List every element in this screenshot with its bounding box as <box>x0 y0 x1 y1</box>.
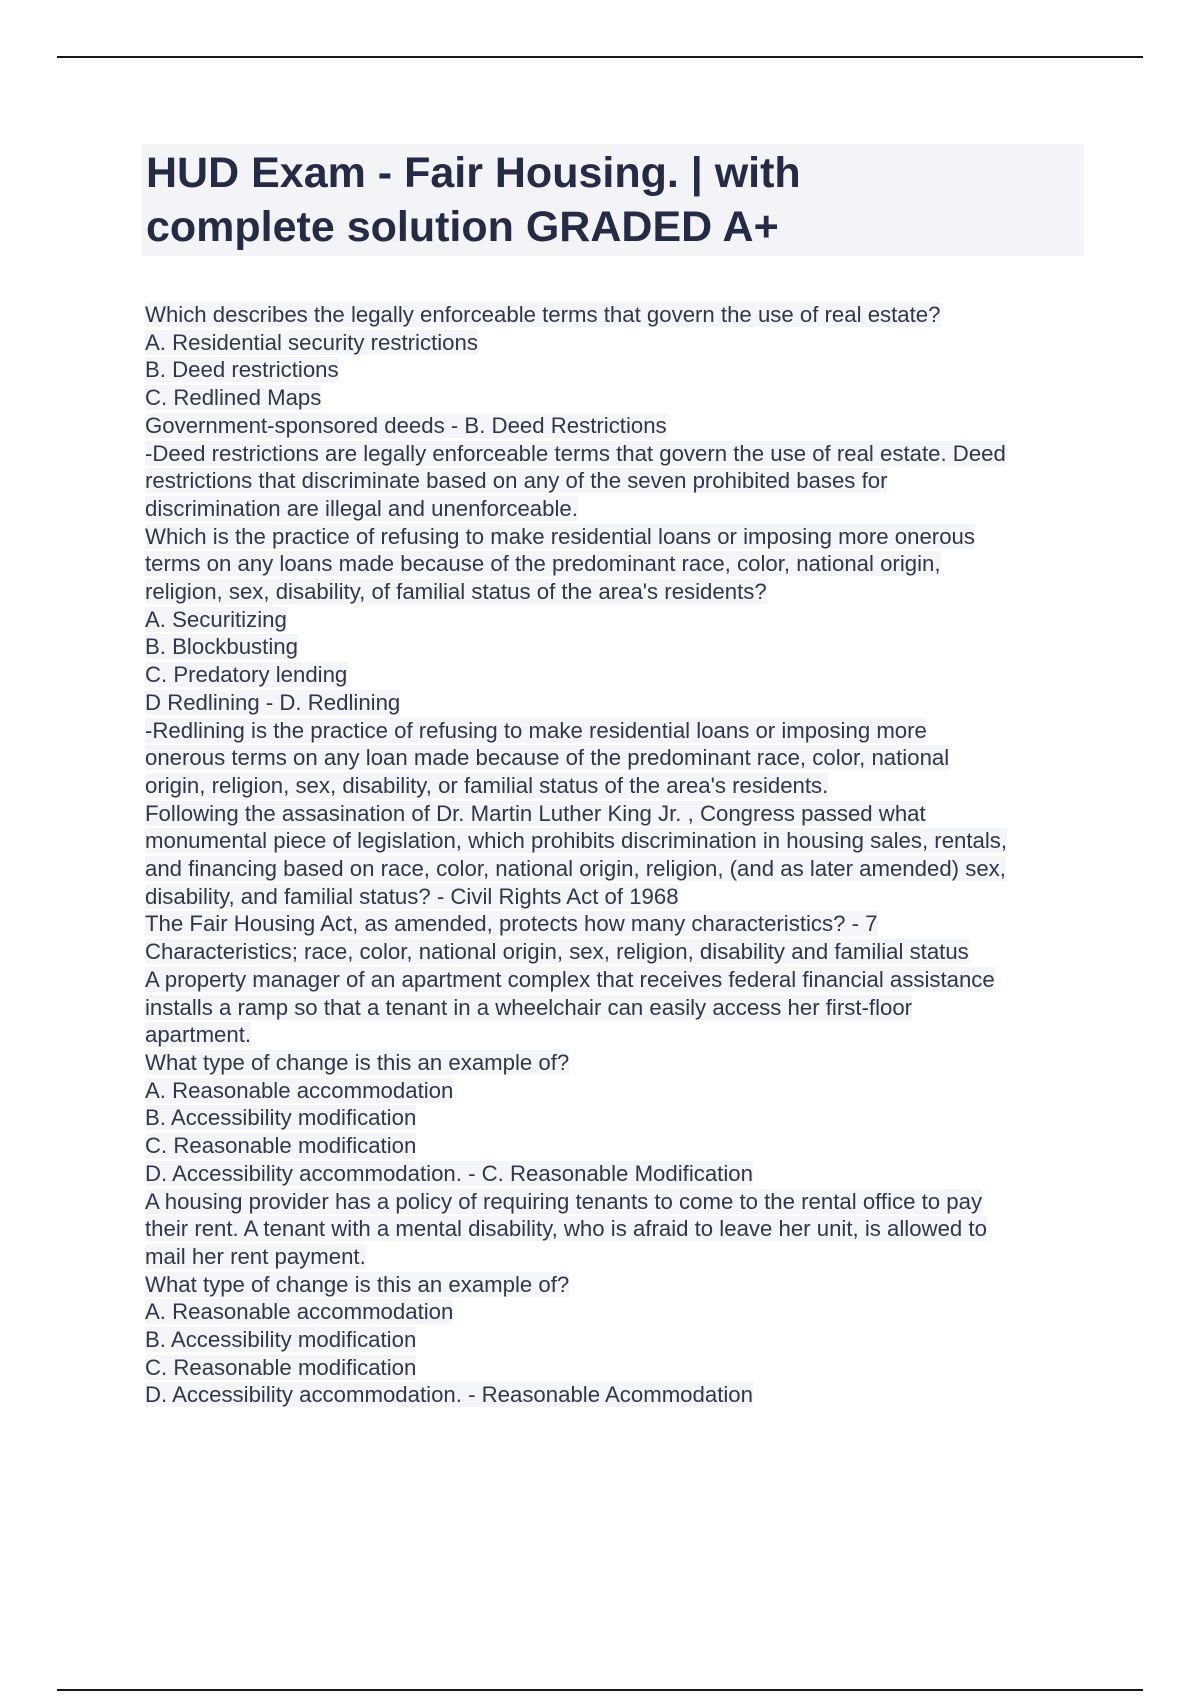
text-line-content: Government-sponsored deeds - B. Deed Restrictions <box>145 412 667 438</box>
text-line-content: monumental piece of legislation, which prohibits discrimination in housing sales, rentals, <box>145 828 1008 854</box>
text-line-content: A property manager of an apartment complex that receives federal financial assistance <box>145 966 995 992</box>
text-line-content: discrimination are illegal and unenforceable. <box>145 495 578 521</box>
text-line-content: C. Redlined Maps <box>145 385 322 411</box>
text-line <box>145 467 1090 495</box>
text-line-content: restrictions that discriminate based on any of the seven prohibited bases for <box>145 468 888 494</box>
title-line: HUD Exam - Fair Housing. | with <box>146 149 801 197</box>
text-line <box>145 1298 1090 1326</box>
text-line-content: A. Reasonable accommodation <box>145 1299 454 1325</box>
text-line <box>145 689 1090 717</box>
text-line-content: A. Reasonable accommodation <box>145 1077 454 1103</box>
text-line-content: B. Accessibility modification <box>145 1327 417 1353</box>
text-line <box>145 938 1090 966</box>
text-line <box>145 772 1090 800</box>
text-line <box>145 1021 1090 1049</box>
text-line <box>145 550 1090 578</box>
text-line <box>145 800 1090 828</box>
header-rule <box>57 56 1143 58</box>
text-line <box>145 966 1090 994</box>
text-line <box>145 744 1090 772</box>
text-line-content: Characteristics; race, color, national origin, sex, religion, disability and familial status <box>145 939 969 965</box>
document-body <box>145 301 1090 1409</box>
text-line <box>145 384 1090 412</box>
text-line <box>145 356 1090 384</box>
text-line <box>145 827 1090 855</box>
text-line <box>145 523 1090 551</box>
text-line <box>145 633 1090 661</box>
text-line-content: Following the assasination of Dr. Martin Luther King Jr. , Congress passed what <box>145 800 926 826</box>
footer-rule <box>57 1689 1143 1691</box>
text-line <box>145 661 1090 689</box>
text-line-content: C. Reasonable modification <box>145 1354 417 1380</box>
text-line-content: C. Reasonable modification <box>145 1133 417 1159</box>
text-line-content: B. Deed restrictions <box>145 357 339 383</box>
text-line <box>145 578 1090 606</box>
text-line <box>145 1243 1090 1271</box>
text-line <box>145 717 1090 745</box>
text-line <box>145 1049 1090 1077</box>
text-line-content: -Deed restrictions are legally enforceable terms that govern the use of real estate. Deed <box>145 440 1006 466</box>
text-line-content: A. Securitizing <box>145 606 287 632</box>
text-line-content: apartment. <box>145 1022 252 1048</box>
text-line-content: religion, sex, disability, of familial status of the area's residents? <box>145 579 767 605</box>
text-line-content: and financing based on race, color, national origin, religion, (and as later amended) sex, <box>145 856 1006 882</box>
text-line-content: terms on any loans made because of the predominant race, color, national origin, <box>145 551 941 577</box>
text-line-content: What type of change is this an example of? <box>145 1271 570 1297</box>
text-line-content: D. Accessibility accommodation. - C. Reasonable Modification <box>145 1160 753 1186</box>
text-line-content: disability, and familial status? - Civil Rights Act of 1968 <box>145 883 679 909</box>
text-line <box>145 1188 1090 1216</box>
text-line-content: their rent. A tenant with a mental disability, who is afraid to leave her unit, is allowed to <box>145 1216 987 1242</box>
text-line-content: A. Residential security restrictions <box>145 329 478 355</box>
text-line-content: origin, religion, sex, disability, or familial status of the area's residents. <box>145 772 829 798</box>
text-line <box>145 910 1090 938</box>
text-line <box>145 1326 1090 1354</box>
text-line-content: D. Accessibility accommodation. - Reasonable Acommodation <box>145 1382 753 1408</box>
text-line <box>145 1354 1090 1382</box>
text-line <box>145 412 1090 440</box>
text-line <box>145 495 1090 523</box>
text-line-content: C. Predatory lending <box>145 662 348 688</box>
text-line-content: Which is the practice of refusing to make residential loans or imposing more onerous <box>145 523 975 549</box>
text-line <box>145 994 1090 1022</box>
text-line <box>145 1132 1090 1160</box>
text-line <box>145 606 1090 634</box>
text-line <box>145 1271 1090 1299</box>
text-line <box>145 883 1090 911</box>
text-line <box>145 1381 1090 1409</box>
document-title <box>146 146 1076 254</box>
text-line-content: A housing provider has a policy of requiring tenants to come to the rental office to pay <box>145 1188 983 1214</box>
text-line-content: B. Accessibility modification <box>145 1105 417 1131</box>
text-line-content: What type of change is this an example of? <box>145 1049 570 1075</box>
text-line-content: mail her rent payment. <box>145 1243 366 1269</box>
text-line <box>145 855 1090 883</box>
text-line <box>145 1160 1090 1188</box>
text-line-content: Which describes the legally enforceable terms that govern the use of real estate? <box>145 302 941 327</box>
text-line-content: installs a ramp so that a tenant in a wheelchair can easily access her first-floor <box>145 994 913 1020</box>
text-line-content: onerous terms on any loan made because of the predominant race, color, national <box>145 745 950 771</box>
text-line <box>145 1104 1090 1132</box>
text-line <box>145 440 1090 468</box>
text-line <box>145 1077 1090 1105</box>
title-line: complete solution GRADED A+ <box>146 203 779 251</box>
text-line <box>145 1215 1090 1243</box>
text-line <box>145 329 1090 357</box>
text-line-content: D Redlining - D. Redlining <box>145 689 401 715</box>
text-line-content: The Fair Housing Act, as amended, protects how many characteristics? - 7 <box>145 911 878 937</box>
text-line <box>145 301 1090 329</box>
text-line-content: B. Blockbusting <box>145 634 298 660</box>
text-line-content: -Redlining is the practice of refusing to make residential loans or imposing more <box>145 717 927 743</box>
